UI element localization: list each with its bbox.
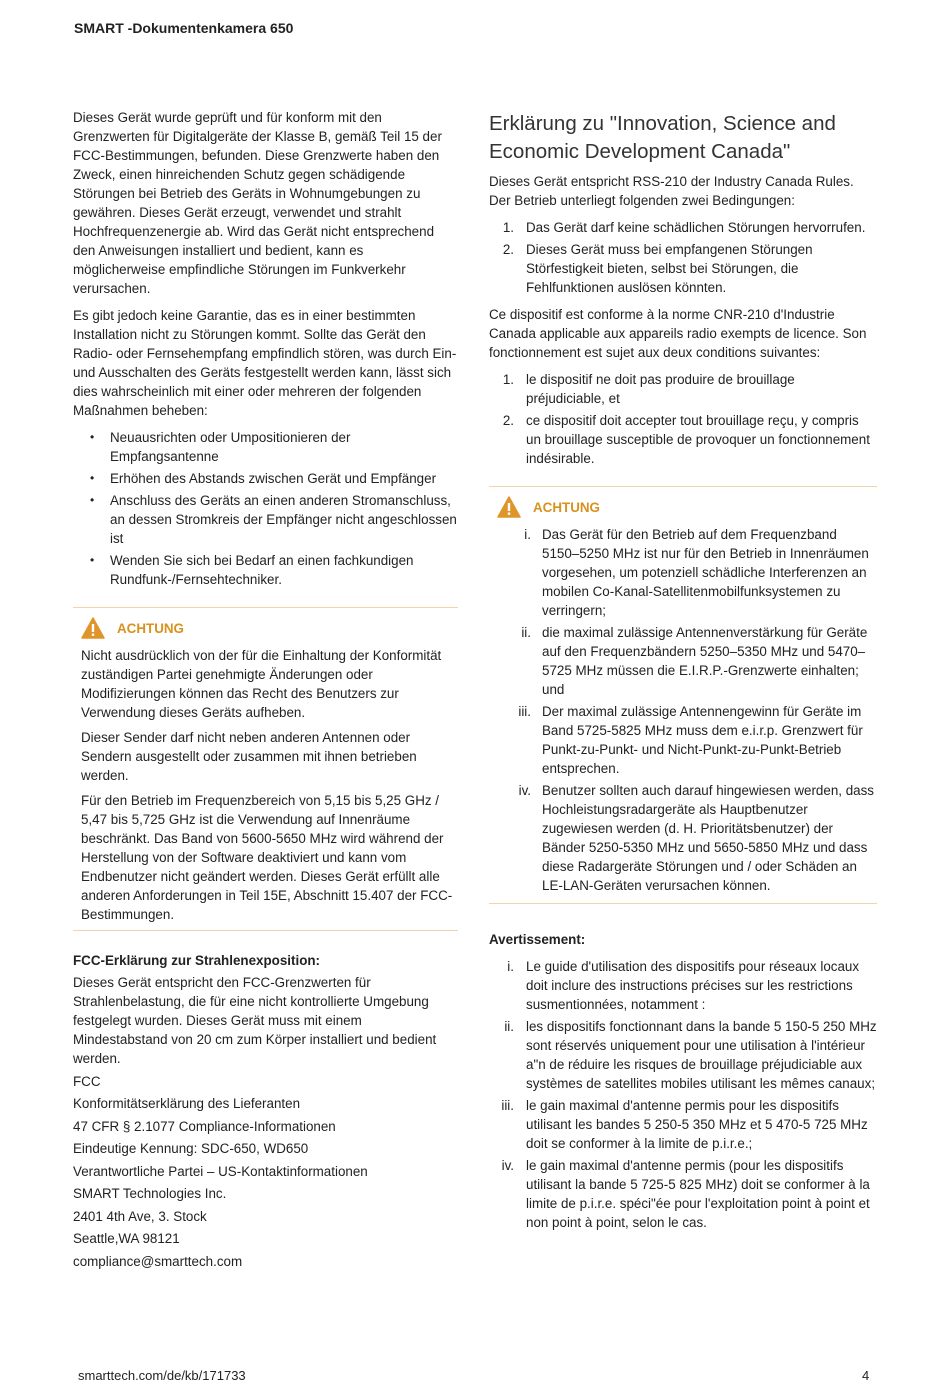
- list-item-text: Wenden Sie sich bei Bedarf an einen fachkundigen Rundfunk-/Fernsehtechniker.: [110, 553, 414, 587]
- intro-paragraph: Es gibt jedoch keine Garantie, das es in einer bestimmten Installation nicht zu Störungen kommt. Sollte das Gerät den Radio- oder Fernsehempfang empfindlich stören, was durch Ein- und Ausschalten des Geräts festgestellt werden kann, lässt sich dies wahrscheinlich mit einer oder mehreren der folgenden Maßnahmen beheben:: [73, 308, 457, 418]
- list-item-text: die maximal zulässige Antennenverstärkung für Geräte auf den Frequenzbändern 5250–5350 MHz und 5470–5725 MHz müssen die E.I.R.P.-Grenzwerte einhalten; und: [542, 625, 868, 697]
- list-item-text: ce dispositif doit accepter tout brouillage reçu, y compris un brouillage susceptible de provoquer un fonctionnement indésirable.: [526, 413, 870, 466]
- bullet-icon: •: [90, 471, 95, 485]
- bullet-icon: •: [90, 553, 95, 567]
- list-number: iii.: [501, 1098, 514, 1113]
- caution-paragraph: Nicht ausdrücklich von der für die Einhaltung der Konformität zuständigen Partei genehmigte Änderungen oder Modifizierungen können das Recht des Benutzers zur Verwendung dieses Geräts aufheben.: [81, 648, 442, 720]
- bullet-icon: •: [90, 430, 95, 444]
- list-item: [489, 1017, 877, 1093]
- list-item: [489, 218, 877, 237]
- caution-list: [497, 525, 877, 895]
- right-column: [489, 108, 877, 1240]
- conditions-list-de: [489, 218, 877, 297]
- list-item-text: le gain maximal d'antenne permis pour les dispositifs utilisant les bandes 5 250-5 350 MHz et 5 470-5 725 MHz doit se conformer à la limite de p.i.r.e.;: [526, 1098, 868, 1151]
- list-item-text: Dieses Gerät muss bei empfangenen Störungen Störfestigkeit bieten, selbst bei Störungen, die Fehlfunktionen auslösen könnten.: [526, 242, 813, 295]
- section-heading: Erklärung zu "Innovation, Science and Economic Development Canada": [489, 112, 836, 163]
- caution-paragraph: Für den Betrieb im Frequenzbereich von 5,15 bis 5,25 GHz / 5,47 bis 5,725 GHz ist die Verwendung auf Innenräume beschränkt. Das Band von 5600-5650 MHz wird während der Herstellung von der Software deaktiviert und kann vom Endbenutzer nicht geändert werden. Dieses Gerät erfüllt alle anderen Anforderungen in Teil 15E, Abschnitt 15.407 der FCC-Bestimmungen.: [81, 793, 453, 922]
- info-line: Eindeutige Kennung: SDC-650, WD650: [73, 1141, 309, 1156]
- ised-paragraph: Dieses Gerät entspricht RSS-210 der Industry Canada Rules. Der Betrieb unterliegt folgenden zwei Bedingungen:: [489, 174, 854, 208]
- info-line: Verantwortliche Partei – US-Kontaktinformationen: [73, 1163, 368, 1179]
- cnr-paragraph: Ce dispositif est conforme à la norme CNR-210 d'Industrie Canada applicable aux appareils radio exempts de licence. Son fonctionnement est sujet aux deux conditions suivantes:: [489, 307, 867, 360]
- list-item-text: Le guide d'utilisation des dispositifs pour réseaux locaux doit inclure des instructions précises sur les restrictions susmentionnées, notamment :: [526, 959, 860, 1012]
- list-item: [497, 781, 877, 895]
- caution-header: [81, 617, 458, 639]
- list-number: 1.: [502, 220, 514, 235]
- list-number: i.: [507, 959, 514, 974]
- list-number: ii.: [504, 1019, 514, 1034]
- caution-box-left: [73, 607, 458, 931]
- list-item-text: Erhöhen des Abstands zwischen Gerät und Empfänger: [110, 471, 437, 486]
- warning-triangle-icon: [497, 496, 521, 518]
- list-item-text: Das Gerät darf keine schädlichen Störungen hervorrufen.: [526, 220, 866, 235]
- list-item: [497, 525, 877, 620]
- list-number: 2.: [502, 242, 514, 257]
- list-item: [489, 1096, 877, 1153]
- list-item: [73, 428, 458, 466]
- list-number: iv.: [518, 783, 531, 798]
- caution-header: [497, 496, 877, 518]
- caution-title: ACHTUNG: [117, 620, 184, 636]
- list-item-text: les dispositifs fonctionnant dans la bande 5 150-5 250 MHz sont réservés uniquement pour une utilisation à l'intérieur a"n de réduire les risques de brouillage préjudiciable aux systèmes de satellites mobiles utilisant les mêmes canaux;: [526, 1019, 877, 1091]
- info-line: FCC: [73, 1073, 101, 1089]
- caution-title: ACHTUNG: [533, 499, 600, 515]
- list-number: ii.: [521, 625, 531, 640]
- list-item-text: Das Gerät für den Betrieb auf dem Frequenzband 5150–5250 MHz ist nur für den Betrieb in Innenräumen vorgesehen, um potenziell schädliche Interferenzen an mobilen Co-Kanal-Satellitenmobilfunksystemen zu verringern;: [542, 527, 869, 618]
- list-item-text: Anschluss des Geräts an einen anderen Stromanschluss, an dessen Stromkreis der Empfänger nicht angeschlossen ist: [110, 493, 457, 546]
- list-item: [489, 1156, 877, 1232]
- list-item: [489, 411, 877, 468]
- measures-list: [73, 428, 458, 589]
- intro-paragraph: Dieses Gerät wurde geprüft und für konform mit den Grenzwerten für Digitalgeräte der Klasse B, gemäß Teil 15 der FCC-Bestimmungen, befunden. Diese Grenzwerte haben den Zweck, einen hinreichenden Schutz gegen schädigende Störungen bei Betrieb des Geräts in Wohnumgebungen zu gewähren. Dieses Gerät erzeugt, verwendet und strahlt Hochfrequenzenergie ab. Wird das Gerät nicht entsprechend den Anweisungen installiert und bedient, kann es möglicherweise empfindliche Störungen im Funkverkehr verursachen.: [73, 110, 442, 296]
- caution-box-right: [489, 486, 877, 904]
- avert-list: [489, 957, 877, 1232]
- left-column: [73, 108, 458, 1274]
- list-number: 1.: [502, 372, 514, 387]
- footer-url[interactable]: smarttech.com/de/kb/171733: [78, 1368, 246, 1383]
- list-item: [497, 702, 877, 778]
- email-link[interactable]: compliance@smarttech.com: [73, 1253, 243, 1269]
- list-item-text: Benutzer sollten auch darauf hingewiesen werden, dass Hochleistungsradargeräte als Hauptbenutzer zugewiesen werden (d. H. Prioritätsbenutzer) der Bänder 5250-5350 MHz und 5650-5850 MHz und dass diese Radargeräte Störungen und / oder Schäden an LE-LAN-Geräten verursachen können.: [542, 783, 875, 893]
- list-item: [73, 491, 458, 548]
- exposure-section: [73, 973, 458, 1271]
- list-number: i.: [524, 527, 531, 542]
- avert-heading: Avertissement:: [489, 932, 586, 947]
- caution-paragraph: Dieser Sender darf nicht neben anderen Antennen oder Sendern ausgestellt oder zusammen mit ihnen betrieben werden.: [81, 730, 417, 783]
- conditions-list-fr: [489, 370, 877, 468]
- list-item: [489, 240, 877, 297]
- exposure-heading: FCC-Erklärung zur Strahlenexposition:: [73, 953, 321, 968]
- list-item-text: le dispositif ne doit pas produire de brouillage préjudiciable, et: [526, 372, 795, 406]
- warning-triangle-icon: [81, 617, 105, 639]
- list-item: [497, 623, 877, 699]
- info-line: Konformitätserklärung des Lieferanten: [73, 1096, 301, 1111]
- info-line: 47 CFR § 2.1077 Compliance-Informationen: [73, 1118, 336, 1134]
- list-item-text: Der maximal zulässige Antennengewinn für Geräte im Band 5725-5825 MHz muss dem e.i.r.p. Grenzwert für Punkt-zu-Punkt- und Nicht-Punkt-zu-Punkt-Betrieb entsprechen.: [542, 704, 863, 776]
- list-number: iii.: [518, 704, 531, 719]
- exposure-paragraph: Dieses Gerät entspricht den FCC-Grenzwerten für Strahlenbelastung, die für eine nicht kontrollierte Umgebung festgelegt wurden. Dieses Gerät muss mit einem Mindestabstand von 20 cm zum Körper installiert und bedient werden.: [73, 975, 437, 1066]
- list-number: 2.: [502, 413, 514, 428]
- info-line: SMART Technologies Inc.: [73, 1186, 227, 1201]
- bullet-icon: •: [90, 493, 95, 507]
- list-item: [489, 957, 877, 1014]
- page-number: 4: [862, 1368, 870, 1383]
- list-item: [73, 551, 458, 589]
- list-item: [489, 370, 877, 408]
- list-item: [73, 469, 458, 488]
- list-item-text: le gain maximal d'antenne permis (pour les dispositifs utilisant la bande 5 725-5 825 MHz) doit se conformer à la limite de p.i.r.e. spéci"ée pour l'exploitation point à point et non point à point, selon le cas.: [526, 1158, 870, 1230]
- list-item-text: Neuausrichten oder Umpositionieren der Empfangsantenne: [110, 430, 351, 464]
- page-header: SMART -Dokumentenkamera 650: [74, 20, 294, 36]
- info-line: 2401 4th Ave, 3. Stock: [73, 1208, 207, 1224]
- list-number: iv.: [501, 1158, 514, 1173]
- info-line: Seattle,WA 98121: [73, 1231, 180, 1246]
